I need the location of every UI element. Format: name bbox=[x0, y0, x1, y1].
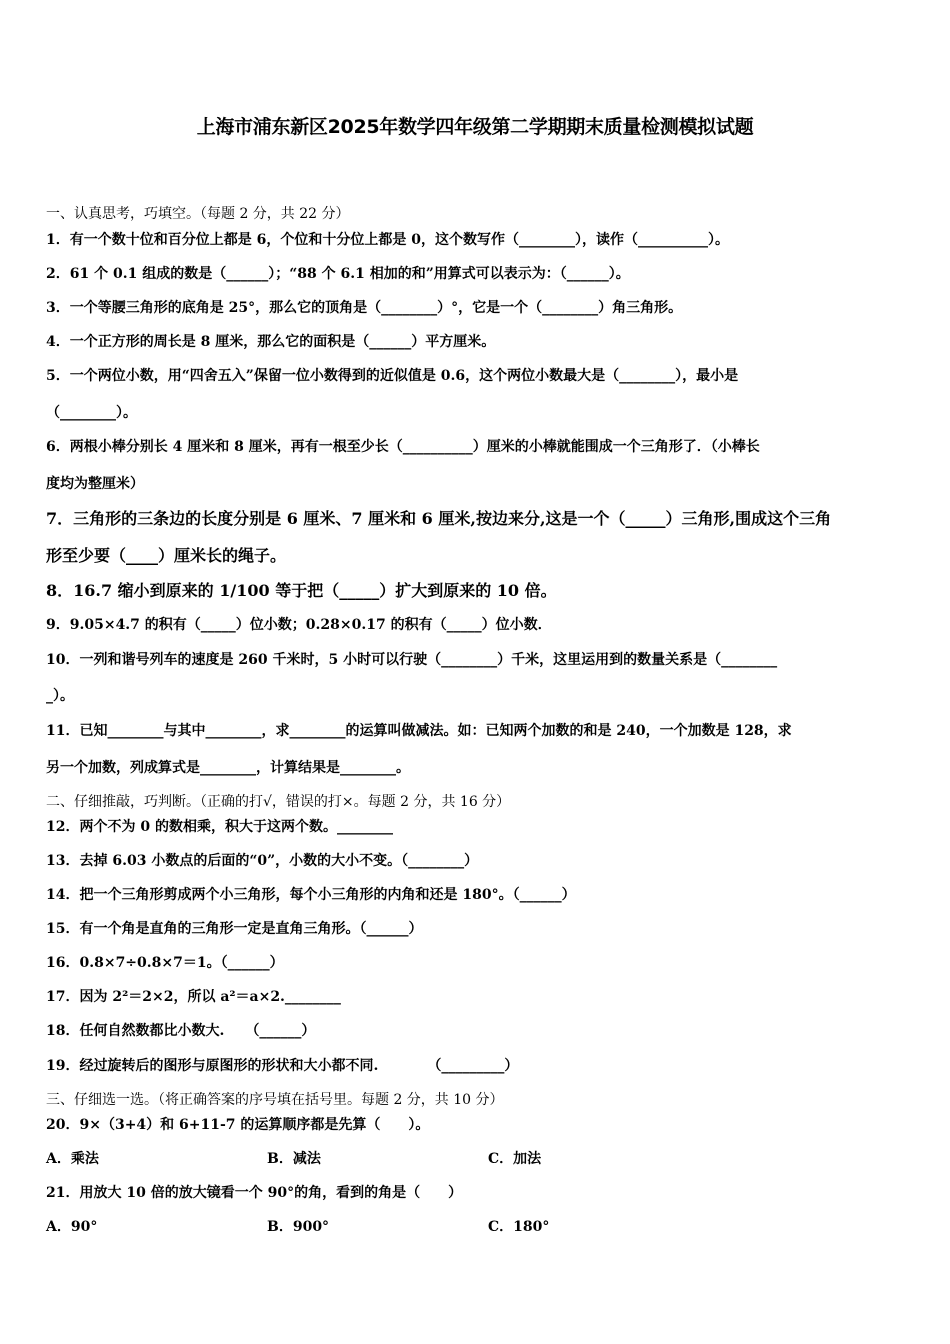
question-7-line-1: 7．三角形的三条边的长度分别是 6 厘米、7 厘米和 6 厘米,按边来分,这是一个（_____）三角形,围成这个三角 bbox=[46, 509, 832, 528]
question-3: 3．一个等腰三角形的底角是 25°，那么它的顶角是（________）°，它是一个（________）角三角形。 bbox=[46, 300, 683, 316]
section-3-heading: 三、仔细选一选。（将正确答案的序号填在括号里。每题 2 分，共 10 分） bbox=[46, 1092, 504, 1108]
question-1: 1．有一个数十位和百分位上都是 6，个位和十分位上都是 0，这个数写作（________），读作（__________）。 bbox=[46, 232, 729, 248]
question-11-line-1: 11．已知________与其中________，求________的运算叫做减法。如：已知两个加数的和是 240，一个加数是 128，求 bbox=[46, 723, 792, 739]
question-5-line-2: （________）。 bbox=[46, 405, 137, 421]
question-7-line-2: 形至少要（____）厘米长的绳子。 bbox=[46, 546, 287, 565]
page-title: 上海市浦东新区2025年数学四年级第二学期期末质量检测模拟试题 bbox=[196, 116, 754, 138]
question-21-option-c: C．180° bbox=[488, 1219, 550, 1235]
question-6-line-1: 6．两根小棒分别长 4 厘米和 8 厘米，再有一根至少长（__________）厘米的小棒就能围成一个三角形了．（小棒长 bbox=[46, 439, 760, 455]
question-8: 8．16.7 缩小到原来的 1/100 等于把（_____）扩大到原来的 10 倍。 bbox=[46, 581, 557, 600]
question-20-option-a: A．乘法 bbox=[46, 1151, 99, 1167]
question-21-option-b: B．900° bbox=[267, 1219, 330, 1235]
question-9: 9．9.05×4.7 的积有（_____）位小数；0.28×0.17 的积有（_____）位小数． bbox=[46, 617, 552, 633]
question-17: 17．因为 2²＝2×2，所以 a²＝a×2.________ bbox=[46, 989, 341, 1005]
question-10-line-2: _）。 bbox=[46, 688, 74, 704]
question-16: 16．0.8×7÷0.8×7＝1。（______） bbox=[46, 955, 284, 971]
question-20: 20．9×（3+4）和 6+11-7 的运算顺序都是先算（ ）。 bbox=[46, 1117, 430, 1133]
question-20-option-c: C．加法 bbox=[488, 1151, 542, 1167]
question-5-line-1: 5．一个两位小数，用“四舍五入”保留一位小数得到的近似值是 0.6，这个两位小数最大是（________），最小是 bbox=[46, 368, 739, 384]
question-12: 12．两个不为 0 的数相乘，积大于这两个数。________ bbox=[46, 819, 393, 835]
question-14: 14．把一个三角形剪成两个小三角形，每个小三角形的内角和还是 180°。（______） bbox=[46, 887, 576, 903]
question-15: 15．有一个角是直角的三角形一定是直角三角形。（______） bbox=[46, 921, 423, 937]
question-19: 19．经过旋转后的图形与原图形的形状和大小都不同. （_________） bbox=[46, 1058, 519, 1074]
question-4: 4．一个正方形的周长是 8 厘米，那么它的面积是（______）平方厘米。 bbox=[46, 334, 496, 350]
question-18: 18．任何自然数都比小数大. （______） bbox=[46, 1023, 316, 1039]
question-10-line-1: 10．一列和谐号列车的速度是 260 千米时，5 小时可以行驶（________）千米，这里运用到的数量关系是（________ bbox=[46, 652, 778, 668]
question-6-line-2: 度均为整厘米） bbox=[46, 476, 144, 492]
section-1-heading: 一、认真思考，巧填空。（每题 2 分，共 22 分） bbox=[46, 206, 350, 222]
question-13: 13．去掉 6.03 小数点的后面的“0”，小数的大小不变。（________） bbox=[46, 853, 479, 869]
question-20-option-b: B．减法 bbox=[267, 1151, 321, 1167]
section-2-heading: 二、仔细推敲，巧判断。（正确的打√，错误的打×。每题 2 分，共 16 分） bbox=[46, 794, 511, 810]
question-21: 21．用放大 10 倍的放大镜看一个 90°的角，看到的角是（ ） bbox=[46, 1185, 463, 1201]
question-11-line-2: 另一个加数，列成算式是________，计算结果是________。 bbox=[46, 760, 410, 776]
question-2: 2．61 个 0.1 组成的数是（______）；“88 个 6.1 相加的和”用算式可以表示为：（______）。 bbox=[46, 266, 630, 282]
question-21-option-a: A．90° bbox=[46, 1219, 98, 1235]
